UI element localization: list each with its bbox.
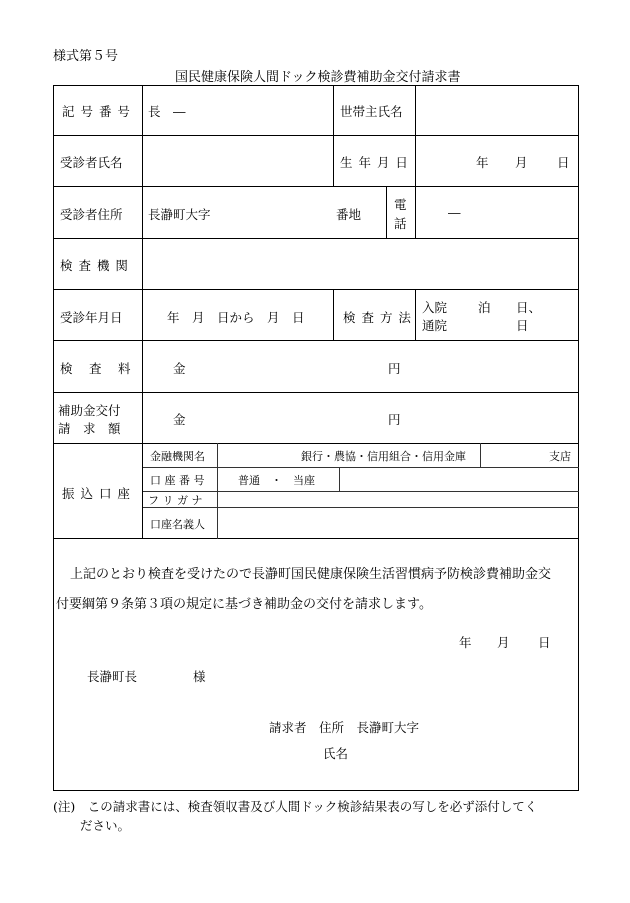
bank-branch[interactable]: 支店: [549, 450, 571, 463]
exam-date-label: 受診年月日: [60, 310, 123, 325]
birth-month[interactable]: 月: [515, 155, 528, 170]
birth-day[interactable]: 日: [557, 155, 570, 170]
tel-label-1: 電: [394, 197, 407, 212]
request-day[interactable]: 日: [538, 635, 551, 650]
exam-method-label: 検 査 方 法: [343, 310, 412, 325]
furigana-field[interactable]: [218, 492, 578, 507]
kensa-fee-kin: 金: [173, 361, 186, 376]
birth-date-label: 生 年 月 日: [340, 155, 409, 170]
outpatient-days[interactable]: 日: [516, 318, 529, 333]
kigou-bangou-label: 記 号 番 号: [62, 104, 131, 119]
account-no-field[interactable]: [340, 468, 578, 491]
inpatient-nights[interactable]: 泊: [478, 300, 491, 315]
inpatient-days[interactable]: 日、: [516, 300, 542, 315]
exam-date-value[interactable]: 年 月 日から 月 日: [167, 310, 305, 325]
jushinsha-name-label: 受診者氏名: [60, 155, 123, 170]
note-line2: ださい。: [80, 818, 131, 833]
subsidy-kin: 金: [173, 412, 186, 427]
address-town[interactable]: 長瀞町大字: [148, 207, 211, 222]
furigana-label: フ リ ガ ナ: [148, 494, 203, 507]
requester-name[interactable]: 氏名: [323, 746, 349, 761]
note-line1: (注) この請求書には、検査領収書及び人間ドック検診結果表の写しを必ず添付してく: [53, 799, 538, 814]
tel-label-2: 話: [394, 216, 407, 231]
page-title: 国民健康保険人間ドック検診費補助金交付請求書: [175, 70, 461, 85]
subsidy-yen: 円: [388, 412, 401, 427]
subsidy-label-1: 補助金交付: [58, 403, 121, 418]
subsidy-label-2: 請 求 額: [58, 421, 121, 436]
setai-nushi-label: 世帯主氏名: [340, 104, 403, 119]
tel-field[interactable]: ―: [448, 205, 461, 220]
form-number: 様式第５号: [53, 49, 119, 64]
kigou-bangou-value[interactable]: 長 ―: [148, 104, 186, 119]
bank-institution-types[interactable]: 銀行・農協・信用組合・信用金庫: [301, 450, 466, 463]
kensa-fee-label: 検 査 料: [60, 361, 131, 376]
jushinsha-name-field[interactable]: [143, 136, 333, 186]
inpatient-label: 入院: [422, 300, 448, 315]
kensa-kikan-field[interactable]: [143, 239, 578, 289]
mayor-label: 長瀞町長: [87, 669, 138, 684]
address-label: 受診者住所: [60, 207, 123, 222]
account-no-label: 口 座 番 号: [150, 474, 205, 487]
request-month[interactable]: 月: [497, 635, 510, 650]
bank-account-label: 振 込 口 座: [62, 486, 131, 501]
account-type[interactable]: 普通 ・ 当座: [238, 474, 315, 487]
kensa-fee-yen: 円: [388, 361, 401, 376]
address-banchi: 番地: [336, 207, 362, 222]
kensa-kikan-label: 検 査 機 関: [60, 258, 129, 273]
request-year[interactable]: 年: [459, 635, 472, 650]
account-holder-field[interactable]: [218, 508, 578, 538]
setai-nushi-field[interactable]: [416, 86, 578, 135]
request-text-line2: 付要綱第９条第３項の規定に基づき補助金の交付を請求します。: [56, 597, 432, 612]
birth-year[interactable]: 年: [476, 155, 489, 170]
outpatient-label: 通院: [422, 318, 448, 333]
request-text-line1: 上記のとおり検査を受けたので長瀞町国民健康保険生活習慣病予防検診費補助金交: [70, 567, 552, 582]
mayor-sama: 様: [193, 669, 206, 684]
requester-address[interactable]: 請求者 住所 長瀞町大字: [269, 720, 420, 735]
bank-institution-label: 金融機関名: [150, 450, 205, 463]
account-holder-label: 口座名義人: [150, 518, 205, 531]
